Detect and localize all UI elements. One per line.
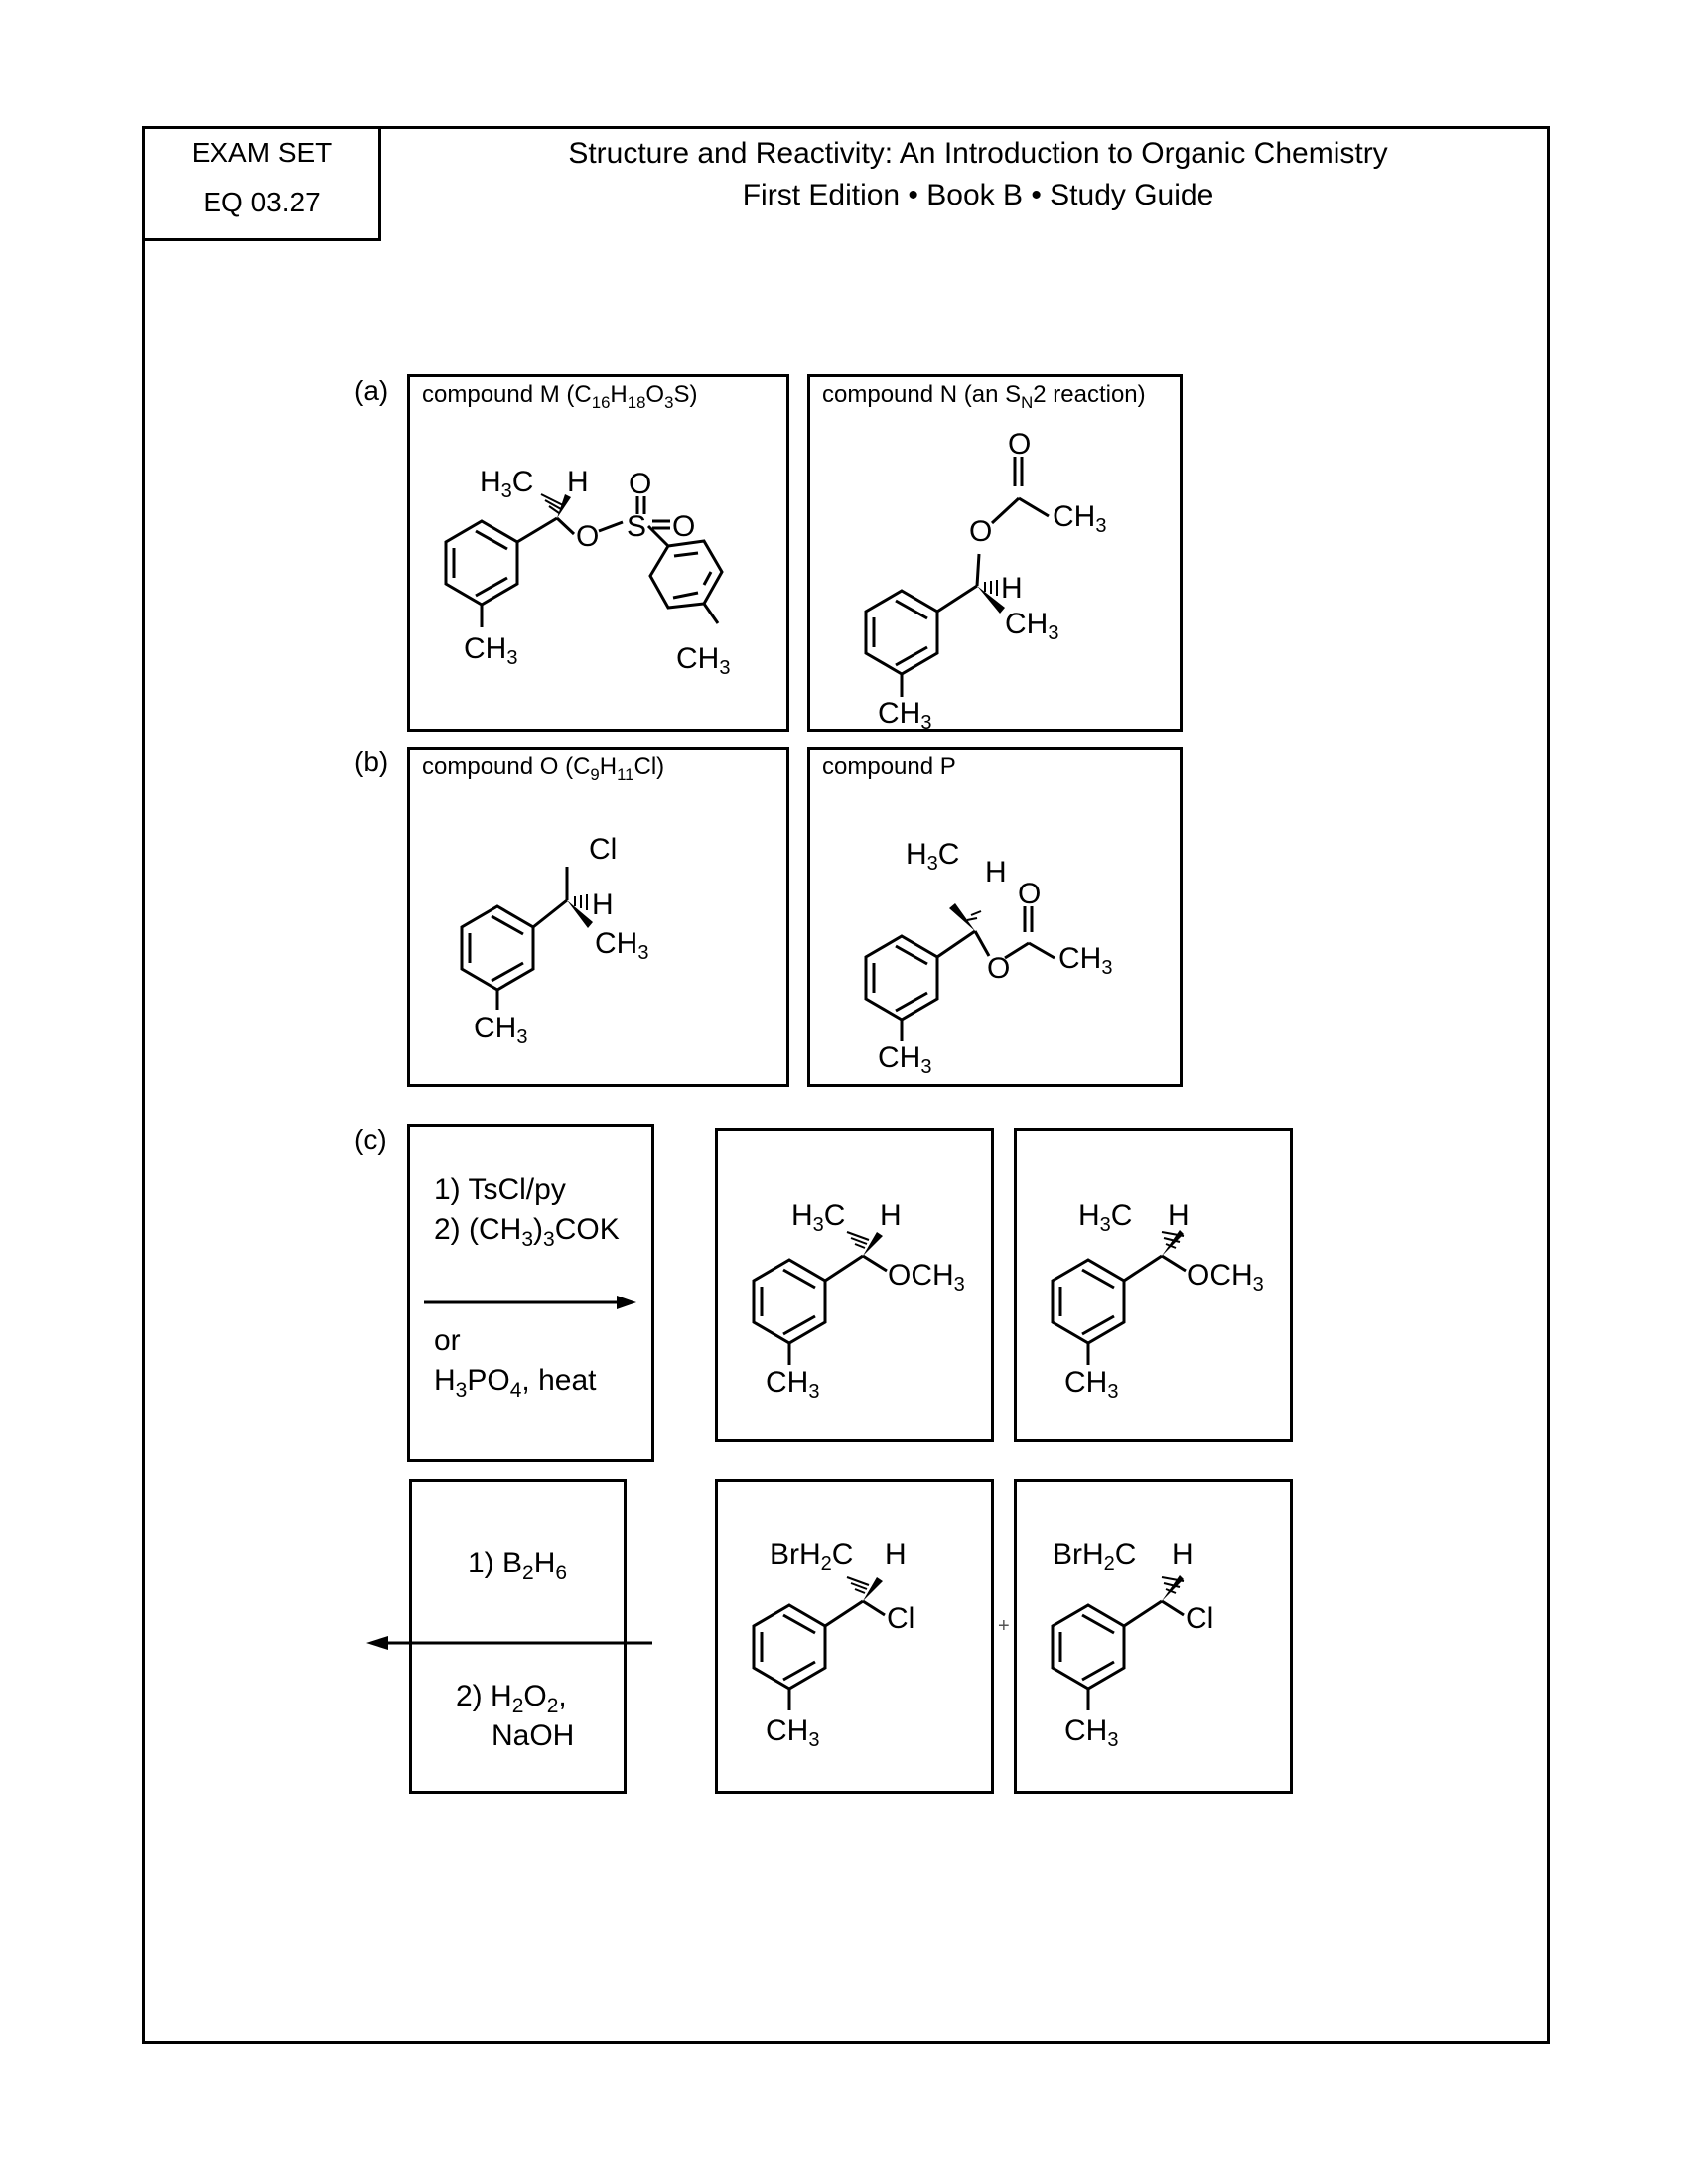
chloride-product-1-structure xyxy=(718,1482,997,1797)
atom-h: H xyxy=(880,1199,902,1232)
reverse-step1: 1) $B_2H_6$ xyxy=(468,1547,568,1584)
part-b-label: (b) xyxy=(354,747,389,777)
atom-o-carbonyl: O xyxy=(1008,428,1032,461)
methyl-acetyl: $CH_3$ xyxy=(1058,942,1113,979)
part-c-label: (c) xyxy=(354,1124,387,1155)
atom-h3c: $H_3C$ xyxy=(906,838,960,875)
methyl-ring: $CH_3$ xyxy=(878,1041,932,1078)
forward-step2: 2) $(CH_3)_3COK$ xyxy=(434,1213,620,1251)
forward-or: or xyxy=(434,1324,461,1357)
plus-sign: + xyxy=(998,1615,1010,1637)
part-a-label: (a) xyxy=(354,375,389,406)
methyl-ring: $CH_3$ xyxy=(766,1714,820,1751)
atom-o: O xyxy=(576,520,600,553)
forward-conditions-box xyxy=(407,1124,654,1462)
compound-o-label: compound O $(C_9H_{11}Cl)$ xyxy=(422,753,665,784)
ether-product-1-box xyxy=(715,1128,994,1442)
compound-n-box xyxy=(807,374,1183,732)
atom-h: H xyxy=(885,1538,907,1570)
methyl-ring: $CH_3$ xyxy=(878,697,932,734)
methyl-ring: $CH_3$ xyxy=(1064,1366,1119,1403)
atom-o-carbonyl: O xyxy=(1018,878,1042,910)
atom-h3c: $H_3C$ xyxy=(791,1199,846,1236)
bromomethyl: BrH$_2$C xyxy=(770,1538,854,1574)
atom-h3c: $H_3C$ xyxy=(480,466,534,502)
compound-m-box xyxy=(407,374,789,732)
atom-o-sulfonyl-1: O xyxy=(629,468,652,500)
atom-h: H xyxy=(1168,1199,1190,1232)
reverse-step2: 2) $H_2O_2$, xyxy=(456,1680,567,1717)
methyl-acetyl: $CH_3$ xyxy=(1053,500,1107,537)
compound-m-structure xyxy=(410,377,792,735)
exam-number: EQ 03.27 xyxy=(203,187,321,217)
compound-o-box xyxy=(407,747,789,1087)
methoxy: $OCH_3$ xyxy=(1187,1259,1264,1296)
chloride-product-1-box xyxy=(715,1479,994,1794)
methyl-stereocenter: $CH_3$ xyxy=(1005,608,1059,644)
chloride-product-2-box xyxy=(1014,1479,1293,1794)
ether-product-2-structure xyxy=(1017,1131,1296,1445)
methyl-ring: $CH_3$ xyxy=(1064,1714,1119,1751)
forward-arrow xyxy=(410,1127,657,1465)
atom-h: H xyxy=(1001,572,1023,605)
atom-cl: Cl xyxy=(887,1602,915,1635)
atom-o-ester: O xyxy=(969,515,993,548)
methyl-stereocenter: $CH_3$ xyxy=(595,927,649,964)
atom-h3c: $H_3C$ xyxy=(1078,1199,1133,1236)
atom-h: H xyxy=(985,856,1007,888)
atom-h: H xyxy=(1172,1538,1194,1570)
compound-p-box xyxy=(807,747,1183,1087)
atom-o-ester: O xyxy=(987,952,1011,985)
forward-alternative: $H_3PO_4$, heat xyxy=(434,1364,597,1402)
compound-p-structure xyxy=(810,750,1186,1090)
book-subtitle: First Edition • Book B • Study Guide xyxy=(742,179,1214,211)
atom-s: S xyxy=(627,510,647,543)
methyl-tosyl: $CH_3$ xyxy=(676,642,731,679)
compound-n-label: compound N (an $S_N2$ reaction) xyxy=(822,381,1146,412)
reverse-arrow xyxy=(362,1628,660,1658)
ether-product-2-box xyxy=(1014,1128,1293,1442)
ether-product-1-structure xyxy=(718,1131,997,1445)
atom-o-sulfonyl-2: O xyxy=(672,510,696,543)
methoxy: $OCH_3$ xyxy=(888,1259,965,1296)
atom-cl: Cl xyxy=(589,833,618,866)
atom-h: H xyxy=(592,888,614,921)
reverse-step2-base: NaOH xyxy=(492,1719,575,1752)
compound-o-structure xyxy=(410,750,792,1090)
methyl-ring: $CH_3$ xyxy=(474,1012,528,1048)
compound-p-label: compound P xyxy=(822,753,956,780)
forward-step1: 1) TsCl/py xyxy=(434,1173,566,1206)
atom-h: H xyxy=(567,466,589,498)
book-title: Structure and Reactivity: An Introduction to Organic Chemistry xyxy=(568,137,1388,170)
page-header xyxy=(437,133,1519,216)
exam-set-label: EXAM SET xyxy=(191,137,333,168)
methyl-ring: $CH_3$ xyxy=(766,1366,820,1403)
exam-set-box xyxy=(142,126,381,241)
bromomethyl: BrH$_2$C xyxy=(1053,1538,1137,1574)
atom-cl: Cl xyxy=(1186,1602,1214,1635)
compound-m-label: compound M $(C_{16}H_{18}O_3S)$ xyxy=(422,381,698,412)
chloride-product-2-structure xyxy=(1017,1482,1296,1797)
methyl-ring: $CH_3$ xyxy=(464,632,518,669)
compound-n-structure xyxy=(810,377,1186,735)
